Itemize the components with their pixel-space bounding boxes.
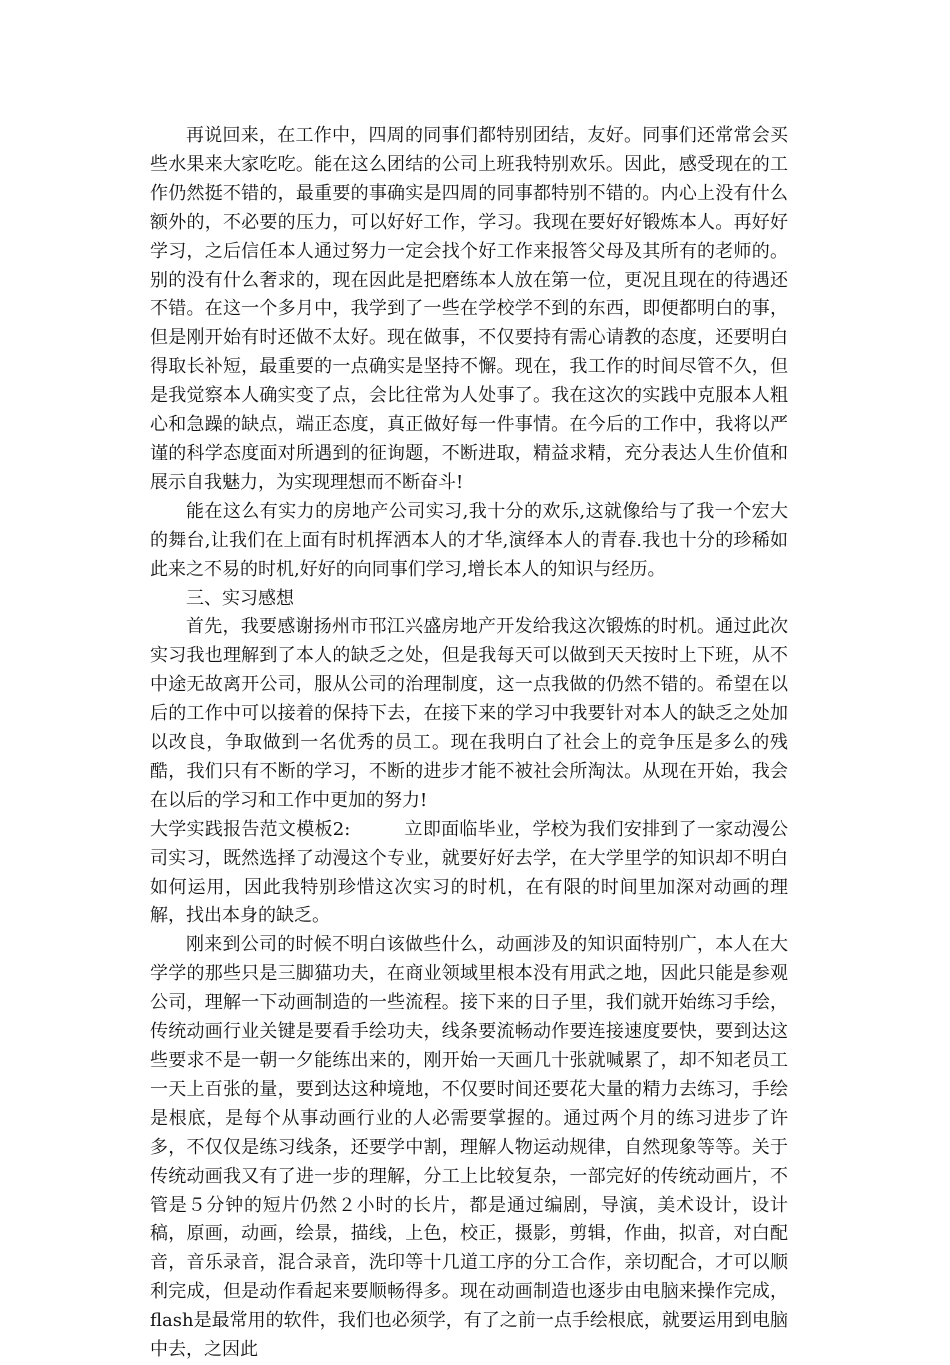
template-title: 大学实践报告范文模板2:: [150, 818, 351, 840]
paragraph-colleagues: 再说回来，在工作中，四周的同事们都特别团结，友好。同事们还常常会买些水果来大家吃吃。能在这么团结的公司上班我特别欢乐。因此，感受现在的工作仍然挺不错的，最重要的事确实是四周的同事都特别不错的。内心上没有什么额外的，不必要的压力，可以好好工作，学习。我现在要好好锻炼本人。再好好学习，之后信任本人通过努力一定会找个好工作来报答父母及其所有的老师的。别的没有什么奢求的，现在因此是把磨练本人放在第一位，更况且现在的待遇还不错。在这一个多月中，我学到了一些在学校学不到的东西，即便都明白的事，但是刚开始有时还做不太好。现在做事，不仅要持有需心请教的态度，还要明白得取长补短，最重要的一点确实是坚持不懈。现在，我工作的时间尽管不久，但是我觉察本人确实变了点，会比往常为人处事了。我在这次的实践中克服本人粗心和急躁的缺点，端正态度，真正做好每一件事情。在今后的工作中，我将以严谨的科学态度面对所遇到的征询题，不断进取，精益求精，充分表达人生价值和展示自我魅力，为实现理想而不断奋斗!: [150, 125, 788, 493]
paragraph-gratitude: 首先，我要感谢扬州市邗江兴盛房地产开发给我这次锻炼的时机。通过此次实习我也理解到了本人的缺乏之处，但是我每天可以做到天天按时上下班，从不中途无故离开公司，服从公司的治理制度，这一点我做的仍然不错的。希望在以后的工作中可以接着的保持下去，在接下来的学习中我要针对本人的缺乏之处加以改良，争取做到一名优秀的员工。现在我明白了社会上的竞争压是多么的残酷，我们只有不断的学习，不断的进步才能不被社会所淘汰。从现在开始，我会在以后的学习和工作中更加的努力!: [150, 616, 788, 811]
paragraph-template-2: [150, 816, 788, 932]
paragraph-real-estate: 能在这么有实力的房地产公司实习,我十分的欢乐,这就像给与了我一个宏大的舞台,让我们在上面有时机挥洒本人的才华,演绎本人的青春.我也十分的珍稀如此来之不易的时机,好好的向同事们学习,增长本人的知识与经历。: [150, 500, 788, 580]
paragraph-animation-work: 刚来到公司的时候不明白该做些什么，动画涉及的知识面特别广，本人在大学学的那些只是三脚猫功夫，在商业领域里根本没有用武之地，因此只能是参观公司，理解一下动画制造的一些流程。接下来的日子里，我们就开始练习手绘，传统动画行业关键是要看手绘功夫，线条要流畅动作要连接速度要快，要到达这些要求不是一朝一夕能练出来的，刚开始一天画几十张就喊累了，却不知老员工一天上百张的量，要到达这种境地，不仅要时间还要花大量的精力去练习，手绘是根底，是每个从事动画行业的人必需要掌握的。通过两个月的练习进步了许多，不仅仅是练习线条，还要学中割，理解人物运动规律，自然现象等等。关于传统动画我又有了进一步的理解，分工上比较复杂，一部完好的传统动画片，不管是５分钟的短片仍然２小时的长片，都是通过编剧，导演，美术设计，设计稿，原画，动画，绘景，描线，上色，校正，摄影，剪辑，作曲，拟音，对白配音，音乐录音，混合录音，洗印等十几道工序的分工合作，亲切配合，才可以顺利完成，但是动作看起来要顺畅得多。现在动画制造也逐步由电脑来操作完成，flash是最常用的软件，我们也必须学，有了之前一点手绘根底，就要运用到电脑中去，之因此: [150, 934, 788, 1361]
document-body: [150, 122, 788, 1365]
template-body: 立即面临毕业，学校为我们安排到了一家动漫公司实习，既然选择了动漫这个专业，就要好好去学，在大学里学的知识却不明白如何运用，因此我特别珍惜这次实习的时机，在有限的时间里加深对动画的理解，找出本身的缺乏。: [150, 818, 789, 927]
section-heading-internship-thoughts: 三、实习感想: [186, 587, 294, 609]
